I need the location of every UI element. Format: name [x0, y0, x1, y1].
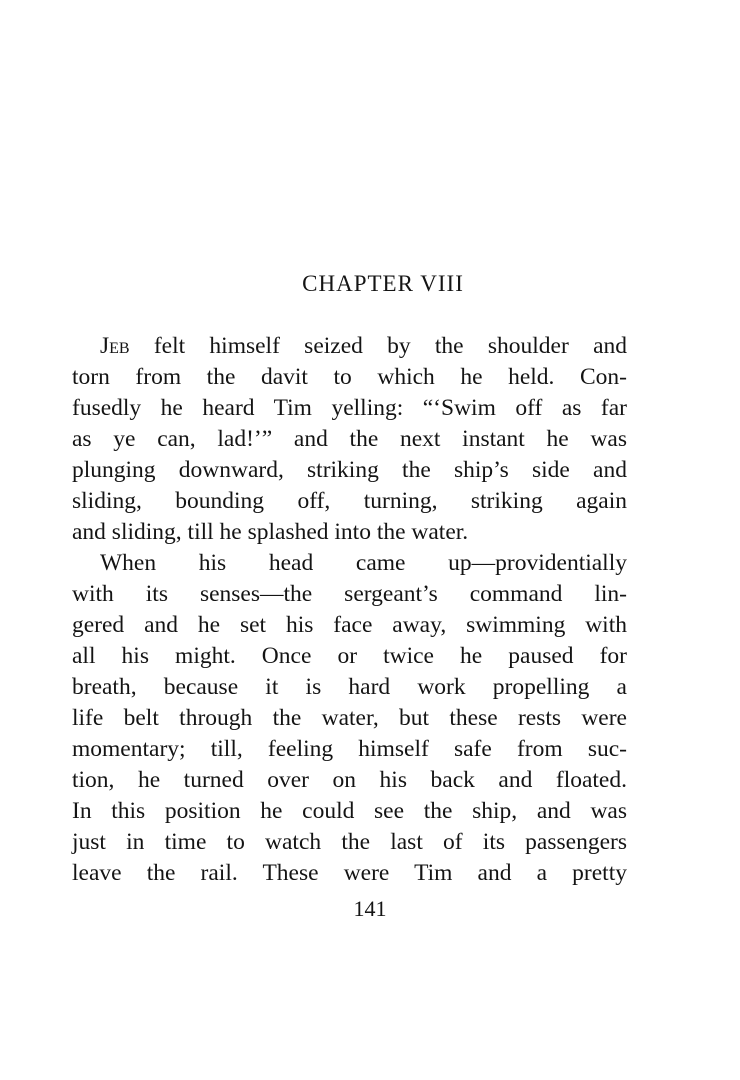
- paragraph-2-line: with its senses—the sergeant’s command lin-: [72, 581, 627, 607]
- paragraph-2-line: leave the rail. These were Tim and a pretty: [72, 860, 627, 886]
- chapter-title: CHAPTER VIII: [302, 271, 464, 296]
- paragraph-1-line: sliding, bounding off, turning, striking again: [72, 488, 627, 514]
- paragraph-1-line-1: [72, 331, 627, 362]
- line-1-text: felt himself seized by the shoulder and: [129, 333, 627, 359]
- paragraph-2-line: breath, because it is hard work propelling a: [72, 674, 627, 700]
- paragraph-2: [72, 548, 627, 889]
- paragraph-1-line: as ye can, lad!’” and the next instant he was: [72, 426, 627, 452]
- paragraph-2-line: gered and he set his face away, swimming with: [72, 612, 627, 638]
- paragraph-2-line: life belt through the water, but these rests were: [72, 705, 627, 731]
- paragraph-2-line: In this position he could see the ship, and was: [72, 798, 627, 824]
- paragraph-2-line: all his might. Once or twice he paused for: [72, 643, 627, 669]
- paragraph-2-line: tion, he turned over on his back and floated.: [72, 767, 627, 793]
- drop-word: Jeb: [100, 333, 130, 359]
- body-text: [72, 331, 627, 889]
- paragraph-2-line: momentary; till, feeling himself safe from suc-: [72, 736, 627, 762]
- paragraph-1-line: and sliding, till he splashed into the water.: [72, 519, 469, 545]
- paragraph-2-line: just in time to watch the last of its passengers: [72, 829, 627, 855]
- paragraph-1-line: plunging downward, striking the ship’s side and: [72, 457, 627, 483]
- paragraph-1-line: fusedly he heard Tim yelling: “‘Swim off as far: [72, 395, 627, 421]
- paragraph-1-line: torn from the davit to which he held. Con-: [72, 364, 627, 390]
- paragraph-2-line: When his head came up—providentially: [100, 550, 627, 576]
- paragraph-1: [72, 331, 627, 548]
- page-number: 141: [353, 896, 387, 921]
